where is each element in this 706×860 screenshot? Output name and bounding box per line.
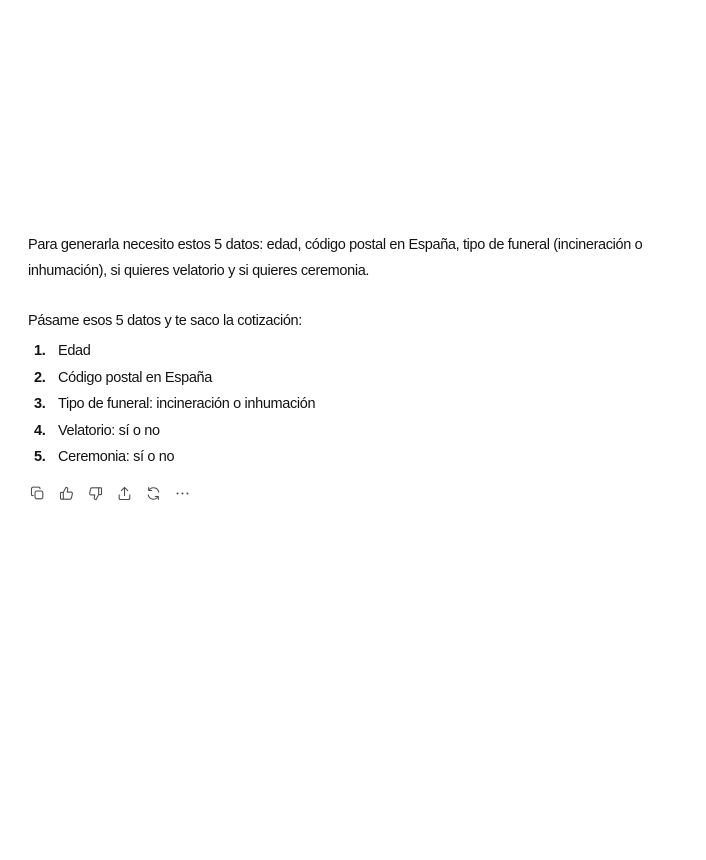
- list-item: [28, 338, 688, 365]
- list-number: 1.: [34, 343, 46, 359]
- list-item-text: Código postal en España: [58, 369, 212, 386]
- list-number: 5.: [34, 449, 46, 465]
- regenerate-icon: [145, 485, 162, 502]
- message-paragraph: Para generarla necesito estos 5 datos: edad, código postal en España, tipo de funeral (incineración o inhumación), si quieres velatorio y si quieres ceremonia.: [28, 237, 643, 279]
- list-item: [28, 365, 688, 392]
- list-item-text: Velatorio: sí o no: [58, 422, 160, 439]
- message-actions-bar: [28, 484, 202, 502]
- list-number: 2.: [34, 369, 46, 386]
- assistant-message: [28, 232, 688, 471]
- copy-icon: [29, 485, 46, 502]
- thumbs-up-button[interactable]: [57, 484, 75, 502]
- list-item-text: Edad: [58, 343, 91, 359]
- list-item-text: Tipo de funeral: incineración o inhumación: [58, 396, 316, 412]
- thumbs-up-icon: [58, 485, 75, 502]
- share-icon: [116, 485, 133, 502]
- list-item: [28, 391, 688, 418]
- more-icon: [174, 485, 191, 502]
- list-number: 4.: [34, 422, 46, 439]
- message-paragraph: Pásame esos 5 datos y te saco la cotización:: [28, 313, 302, 329]
- data-list: [28, 338, 688, 471]
- list-number: 3.: [34, 396, 46, 412]
- thumbs-down-button[interactable]: [86, 484, 104, 502]
- share-button[interactable]: [115, 484, 133, 502]
- list-item: [28, 444, 688, 471]
- thumbs-down-icon: [87, 485, 104, 502]
- regenerate-button[interactable]: [144, 484, 162, 502]
- list-item-text: Ceremonia: sí o no: [58, 449, 175, 465]
- more-options-button[interactable]: [173, 484, 191, 502]
- copy-button[interactable]: [28, 484, 46, 502]
- list-item: [28, 418, 688, 445]
